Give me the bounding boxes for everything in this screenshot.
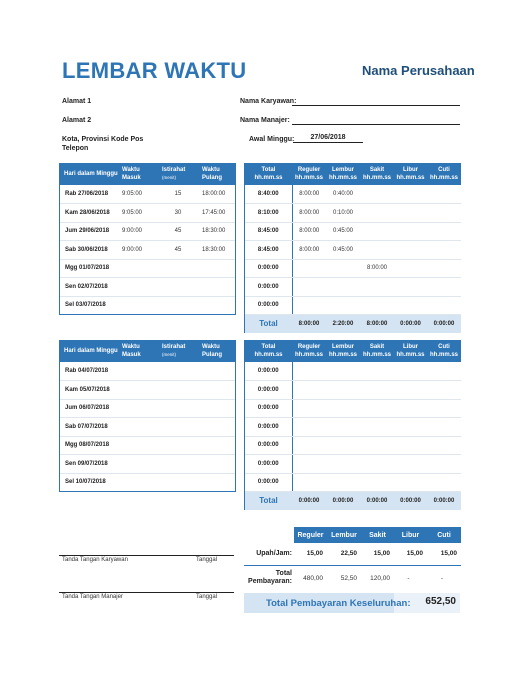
break-cell[interactable] [158,259,198,278]
sick-cell[interactable] [360,455,394,474]
holiday-cell[interactable] [394,241,427,260]
pay-header-regular: Reguler [294,527,327,543]
break-cell[interactable]: 45 [158,222,198,241]
time-in-cell[interactable]: 9:00:00 [118,222,158,241]
holiday-cell[interactable] [394,381,427,400]
time-out-header: Waktu Pulang [198,163,235,185]
rate-regular[interactable]: 15,00 [294,543,327,565]
regular-cell [292,399,326,418]
leave-cell[interactable] [427,204,461,223]
break-cell[interactable] [158,436,198,455]
overtime-cell: 0:10:00 [326,204,360,223]
break-cell[interactable]: 45 [158,241,198,260]
hours-column-header: Reguler hh.mm.ss [292,340,326,362]
time-in-header: Waktu Masuk [118,163,158,185]
time-row [60,204,235,223]
regular-cell [292,455,326,474]
break-cell[interactable] [158,278,198,297]
pay-total-regular: 480,00 [303,574,323,582]
time-row [60,296,235,315]
employee-date-label: Tanggal [196,557,218,563]
time-row [60,222,235,241]
day-cell: Sel 03/07/2018 [60,296,118,315]
time-row [60,259,235,278]
sick-cell[interactable] [360,222,394,241]
regular-cell: 8:00:00 [292,204,326,223]
total-cell: 0:00:00 [245,362,292,381]
holiday-cell[interactable] [394,473,427,492]
hours-column-header: Libur hh.mm.ss [394,163,427,185]
pay-header-row [244,527,461,543]
hours-column-header: Sakit hh.mm.ss [360,163,394,185]
leave-cell[interactable] [427,436,461,455]
week-start-label: Awal Minggu: [249,136,295,143]
total-cell: 8:45:00 [245,241,292,260]
day-cell: Jum 06/07/2018 [60,399,118,418]
leave-cell[interactable] [427,222,461,241]
total-cell: 0:00:00 [245,473,292,492]
employee-name-label: Nama Karyawan: [240,98,297,105]
hours-row [245,436,461,455]
total-cell: 0:00:00 [245,455,292,474]
time-in-cell[interactable] [118,278,158,297]
week2-total-holiday: 0:00:00 [394,492,427,510]
sick-cell[interactable] [360,204,394,223]
leave-cell[interactable] [427,473,461,492]
day-cell: Mgg 01/07/2018 [60,259,118,278]
day-cell: Jum 29/06/2018 [60,222,118,241]
holiday-cell[interactable] [394,399,427,418]
overtime-cell [326,399,360,418]
day-column-header: Hari dalam Minggu [60,163,118,185]
week1-total-sick: 8:00:00 [360,315,394,333]
break-cell[interactable] [158,296,198,315]
week2-time-table [59,340,236,492]
total-pay-label: Total Pembayaran: [248,570,292,586]
week-start-field[interactable]: 27/06/2018 [293,134,363,143]
leave-cell[interactable] [427,296,461,315]
pay-total-overtime: 52,50 [340,574,357,582]
address2-label: Alamat 2 [62,117,92,124]
sick-cell[interactable] [360,473,394,492]
regular-cell [292,381,326,400]
sick-cell[interactable] [360,362,394,381]
time-out-cell[interactable] [198,296,235,315]
break-cell[interactable]: 15 [158,185,198,204]
week1-total-holiday: 0:00:00 [394,315,427,333]
time-out-cell[interactable] [198,259,235,278]
total-cell: 0:00:00 [245,381,292,400]
regular-cell [292,278,326,297]
time-out-cell[interactable]: 18:30:00 [198,241,235,260]
manager-signature-line[interactable] [59,592,234,593]
time-in-cell[interactable] [118,296,158,315]
regular-cell: 8:00:00 [292,241,326,260]
time-row [60,473,235,492]
week1-total-overtime: 2:20:00 [326,315,360,333]
regular-cell: 8:00:00 [292,222,326,241]
page-title: LEMBAR WAKTU [62,58,247,83]
time-out-cell[interactable]: 18:00:00 [198,185,235,204]
break-header: Istirahat (menit) [158,163,198,185]
day-cell: Kam 05/07/2018 [60,381,118,400]
break-cell[interactable] [158,455,198,474]
break-cell[interactable] [158,399,198,418]
pay-total-leave: - [440,574,444,582]
total-cell: 0:00:00 [245,296,292,315]
overtime-cell: 0:45:00 [326,222,360,241]
hours-column-header: Cuti hh.mm.ss [427,163,461,185]
time-in-cell[interactable]: 9:05:00 [118,185,158,204]
sick-cell[interactable] [360,399,394,418]
time-out-header: Waktu Pulang [198,340,235,362]
pay-header-sick: Sakit [361,527,394,543]
week2-hours-header [245,340,461,362]
total-cell: 0:00:00 [245,259,292,278]
time-row [60,436,235,455]
overtime-cell [326,418,360,437]
regular-cell [292,436,326,455]
overtime-cell [326,473,360,492]
sick-cell[interactable] [360,381,394,400]
holiday-cell[interactable] [394,418,427,437]
regular-cell [292,473,326,492]
pay-header-leave: Cuti [427,527,461,543]
pay-total-holiday: - [407,574,410,582]
hours-row [245,418,461,437]
break-header: Istirahat (menit) [158,340,198,362]
holiday-cell[interactable] [394,185,427,204]
manager-name-field[interactable] [292,116,460,125]
sick-cell[interactable] [360,436,394,455]
hours-row [245,362,461,381]
holiday-cell[interactable] [394,204,427,223]
time-in-cell[interactable] [118,259,158,278]
holiday-cell[interactable] [394,362,427,381]
day-cell: Sen 02/07/2018 [60,278,118,297]
day-cell: Mgg 08/07/2018 [60,436,118,455]
employee-signature-label: Tanda Tangan Karyawan [62,557,128,563]
hours-row [245,259,461,278]
overtime-cell [326,381,360,400]
hours-row [245,381,461,400]
overtime-cell [326,278,360,297]
rate-overtime[interactable]: 22,50 [327,543,361,565]
grand-total-label: Total Pembayaran Keseluruhan: [266,598,411,609]
total-cell: 8:45:00 [245,222,292,241]
sick-cell[interactable] [360,296,394,315]
hours-row [245,204,461,223]
leave-cell[interactable] [427,278,461,297]
week2-time-header [60,340,235,362]
pay-total-sick: 120,00 [370,574,390,582]
pay-header-overtime: Lembur [327,527,361,543]
total-cell: 0:00:00 [245,436,292,455]
time-out-cell[interactable] [198,399,235,418]
time-in-cell[interactable] [118,418,158,437]
sick-cell[interactable] [360,241,394,260]
hours-row [245,241,461,260]
employee-signature-line[interactable] [59,555,234,556]
week1-time-table [59,163,236,315]
time-in-cell[interactable]: 9:05:00 [118,204,158,223]
hours-row [245,473,461,492]
hours-column-header: Total hh.mm.ss [245,163,292,185]
hours-column-header: Lembur hh.mm.ss [326,340,360,362]
hours-column-header: Reguler hh.mm.ss [292,163,326,185]
holiday-cell[interactable] [394,222,427,241]
time-out-cell[interactable] [198,436,235,455]
hours-row [245,296,461,315]
overtime-cell: 0:45:00 [326,241,360,260]
week2-total-leave: 0:00:00 [427,492,461,510]
week1-total-row [245,315,461,333]
day-cell: Sel 10/07/2018 [60,473,118,492]
address1-label: Alamat 1 [62,98,92,105]
time-in-cell[interactable] [118,436,158,455]
hours-column-header: Cuti hh.mm.ss [427,340,461,362]
phone-label: Telepon [62,145,89,152]
manager-name-label: Nama Manajer: [240,117,290,124]
week1-time-header [60,163,235,185]
leave-cell[interactable] [427,399,461,418]
leave-cell[interactable] [427,455,461,474]
break-cell[interactable] [158,418,198,437]
overtime-cell [326,362,360,381]
time-row [60,381,235,400]
time-in-cell[interactable] [118,473,158,492]
sick-cell[interactable] [360,418,394,437]
week2-total-regular: 0:00:00 [292,492,326,510]
sick-cell[interactable] [360,185,394,204]
overtime-cell [326,455,360,474]
week2-total-row [245,492,461,510]
hours-row [245,399,461,418]
day-cell: Kam 28/06/2018 [60,204,118,223]
overtime-cell: 0:40:00 [326,185,360,204]
week1-total-regular: 8:00:00 [292,315,326,333]
regular-cell [292,296,326,315]
hours-column-header: Lembur hh.mm.ss [326,163,360,185]
hours-row [245,185,461,204]
company-name: Nama Perusahaan [362,63,475,78]
overtime-cell [326,296,360,315]
overtime-cell [326,259,360,278]
time-in-cell[interactable]: 9:00:00 [118,241,158,260]
time-row [60,241,235,260]
grand-total-bar [244,593,460,613]
rate-holiday[interactable]: 15,00 [394,543,427,565]
rate-leave[interactable]: 15,00 [427,543,461,565]
day-cell: Sab 07/07/2018 [60,418,118,437]
pay-header-holiday: Libur [394,527,427,543]
time-out-cell[interactable] [198,278,235,297]
leave-cell[interactable] [427,381,461,400]
holiday-cell[interactable] [394,259,427,278]
employee-name-field[interactable] [292,97,460,106]
time-in-cell[interactable] [118,381,158,400]
hours-row [245,278,461,297]
pay-summary-table [244,527,461,591]
week1-total-label: Total [245,315,292,333]
total-pay-row [244,565,461,591]
day-cell: Rab 27/06/2018 [60,185,118,204]
regular-cell [292,418,326,437]
holiday-cell[interactable] [394,278,427,297]
total-cell: 0:00:00 [245,278,292,297]
week1-hours-table [244,163,461,333]
hourly-rate-label: Upah/Jam: [244,543,294,565]
total-cell: 0:00:00 [245,399,292,418]
time-row [60,362,235,381]
holiday-cell[interactable] [394,455,427,474]
manager-date-label: Tanggal [196,594,218,600]
regular-cell: 8:00:00 [292,185,326,204]
time-row [60,399,235,418]
time-out-cell[interactable] [198,418,235,437]
manager-signature-label: Tanda Tangan Manajer [62,594,123,600]
hours-column-header: Sakit hh.mm.ss [360,340,394,362]
time-row [60,278,235,297]
day-cell: Rab 04/07/2018 [60,362,118,381]
time-out-cell[interactable]: 17:45:00 [198,204,235,223]
hours-column-header: Total hh.mm.ss [245,340,292,362]
sick-cell[interactable]: 8:00:00 [360,259,394,278]
day-column-header: Hari dalam Minggu [60,340,118,362]
week1-hours-header [245,163,461,185]
regular-cell [292,259,326,278]
time-in-cell[interactable] [118,399,158,418]
total-cell: 0:00:00 [245,418,292,437]
holiday-cell[interactable] [394,436,427,455]
week2-total-label: Total [245,492,292,510]
time-row [60,418,235,437]
city-label: Kota, Provinsi Kode Pos [62,136,144,143]
leave-cell[interactable] [427,418,461,437]
break-cell[interactable]: 30 [158,204,198,223]
total-cell: 8:40:00 [245,185,292,204]
time-out-cell[interactable] [198,362,235,381]
time-out-cell[interactable] [198,455,235,474]
week2-hours-table [244,340,461,510]
grand-total-value: 652,50 [425,596,456,607]
hours-row [245,222,461,241]
break-cell[interactable] [158,362,198,381]
day-cell: Sen 09/07/2018 [60,455,118,474]
week1-total-leave: 0:00:00 [427,315,461,333]
leave-cell[interactable] [427,185,461,204]
time-in-header: Waktu Masuk [118,340,158,362]
hours-column-header: Libur hh.mm.ss [394,340,427,362]
time-out-cell[interactable] [198,473,235,492]
holiday-cell[interactable] [394,296,427,315]
overtime-cell [326,436,360,455]
break-cell[interactable] [158,381,198,400]
time-out-cell[interactable] [198,381,235,400]
rate-sick[interactable]: 15,00 [361,543,394,565]
time-row [60,455,235,474]
day-cell: Sab 30/06/2018 [60,241,118,260]
hourly-rate-row [244,543,461,565]
time-in-cell[interactable] [118,362,158,381]
time-row [60,185,235,204]
total-cell: 8:10:00 [245,204,292,223]
time-in-cell[interactable] [118,455,158,474]
hours-row [245,455,461,474]
leave-cell[interactable] [427,259,461,278]
regular-cell [292,362,326,381]
break-cell[interactable] [158,473,198,492]
leave-cell[interactable] [427,362,461,381]
time-out-cell[interactable]: 18:30:00 [198,222,235,241]
week2-total-overtime: 0:00:00 [326,492,360,510]
leave-cell[interactable] [427,241,461,260]
sick-cell[interactable] [360,278,394,297]
week2-total-sick: 0:00:00 [360,492,394,510]
